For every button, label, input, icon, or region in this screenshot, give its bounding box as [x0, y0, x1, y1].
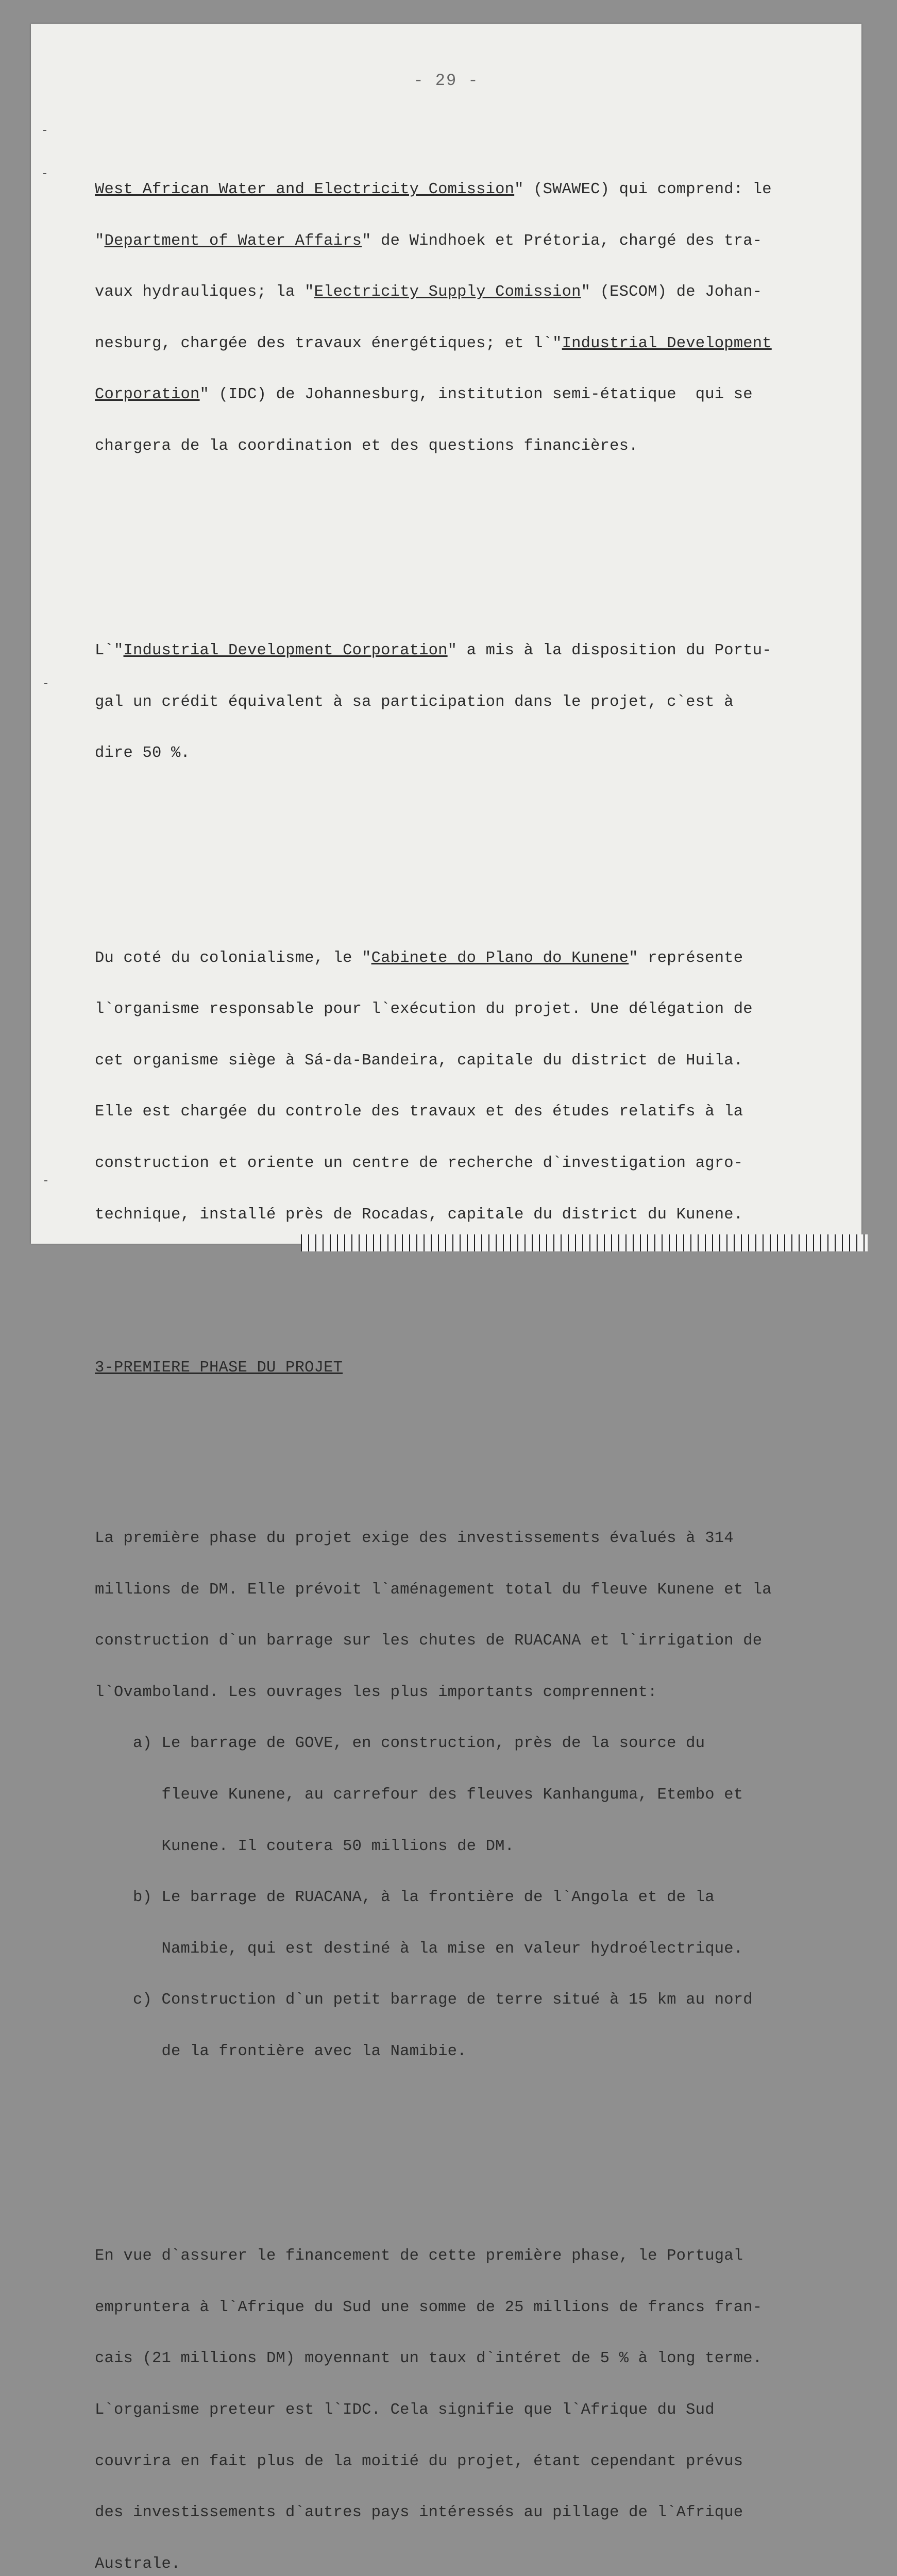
text-line: construction d`un barrage sur les chutes de RUACANA et l`irrigation de [95, 1632, 763, 1650]
paragraph-1 [95, 147, 868, 489]
text-line: technique, installé près de Rocadas, capitale du district du Kunene. [95, 1206, 743, 1224]
text-line: Namibie, qui est destiné à la mise en valeur hydroélectrique. [95, 1940, 743, 1958]
list-item: a) Le barrage de GOVE, en construction, près de la source du [95, 1735, 705, 1753]
text-line: des investissements d`autres pays intéressés au pillage de l`Afrique [95, 2504, 743, 2522]
text-line: Corporation" (IDC) de Johannesburg, institution semi-étatique qui se [95, 386, 753, 404]
text-line: gal un crédit équivalent à sa participation dans le projet, c`est à [95, 693, 734, 711]
text-line: dire 50 %. [95, 744, 191, 762]
text-line: fleuve Kunene, au carrefour des fleuves Kanhanguma, Etembo et [95, 1786, 743, 1804]
text-line: nesburg, chargée des travaux énergétiques; et l`"Industrial Development [95, 334, 772, 352]
text-line: Elle est chargée du controle des travaux et des études relatifs à la [95, 1103, 743, 1121]
text-line: de la frontière avec la Namibie. [95, 2042, 467, 2060]
margin-mark [43, 173, 46, 174]
text-line: chargera de la coordination et des questions financières. [95, 437, 638, 455]
list-item: c) Construction d`un petit barrage de terre situé à 15 km au nord [95, 1991, 753, 2009]
org-name: Electricity Supply Comission [314, 283, 581, 301]
paragraph-3 [95, 916, 868, 1258]
page-number: - 29 - [413, 71, 479, 90]
document-body [95, 96, 868, 2576]
text-line: millions de DM. Elle prévoit l`aménagement total du fleuve Kunene et la [95, 1581, 772, 1599]
paragraph-4 [95, 1496, 868, 2095]
text-line: "Department of Water Affairs" de Windhoek et Prétoria, chargé des tra- [95, 232, 763, 250]
org-name: Corporation [95, 386, 200, 404]
text-line: empruntera à l`Afrique du Sud une somme de 25 millions de francs fran- [95, 2298, 763, 2316]
paragraph-5 [95, 2214, 868, 2576]
margin-mark [44, 1180, 47, 1181]
org-name: Industrial Development Corporation [123, 642, 448, 660]
text-line: Kunene. Il coutera 50 millions de DM. [95, 1837, 515, 1855]
text-line: cais (21 millions DM) moyennant un taux d`intéret de 5 % à long terme. [95, 2350, 763, 2368]
text-line: couvrira en fait plus de la moitié du projet, étant cependant prévus [95, 2452, 743, 2470]
margin-mark [43, 130, 46, 131]
margin-mark [44, 683, 47, 684]
text-line: l`Ovamboland. Les ouvrages les plus importants comprennent: [95, 1683, 657, 1701]
text-line: vaux hydrauliques; la "Electricity Supply Comission" (ESCOM) de Johan- [95, 283, 763, 301]
list-item: b) Le barrage de RUACANA, à la frontière de l`Angola et de la [95, 1889, 715, 1907]
org-name: West African Water and Electricity Comission [95, 181, 515, 199]
text-line: L`organisme preteur est l`IDC. Cela signifie que l`Afrique du Sud [95, 2401, 715, 2419]
section-heading: 3-PREMIERE PHASE DU PROJET [95, 1359, 343, 1377]
text-line: La première phase du projet exige des investissements évalués à 314 [95, 1530, 734, 1547]
org-name: Industrial Development [562, 334, 772, 352]
text-line [95, 181, 868, 198]
text-line: Australe. [95, 2555, 181, 2573]
org-name: Department of Water Affairs [104, 232, 362, 250]
text-line: En vue d`assurer le financement de cette première phase, le Portugal [95, 2247, 743, 2265]
text: " (SWAWEC) qui comprend: le [514, 181, 772, 199]
paragraph-2 [95, 608, 868, 796]
text-line: cet organisme siège à Sá-da-Bandeira, capitale du district de Huila. [95, 1052, 743, 1070]
text-line: L`"Industrial Development Corporation" a mis à la disposition du Portu- [95, 642, 772, 660]
scale-ruler [301, 1234, 868, 1251]
org-name: Cabinete do Plano do Kunene [371, 949, 629, 967]
text-line: Du coté du colonialisme, le "Cabinete do Plano do Kunene" représente [95, 949, 743, 967]
text-line: l`organisme responsable pour l`exécution du projet. Une délégation de [95, 1001, 753, 1019]
text-line: construction et oriente un centre de recherche d`investigation agro- [95, 1154, 743, 1172]
